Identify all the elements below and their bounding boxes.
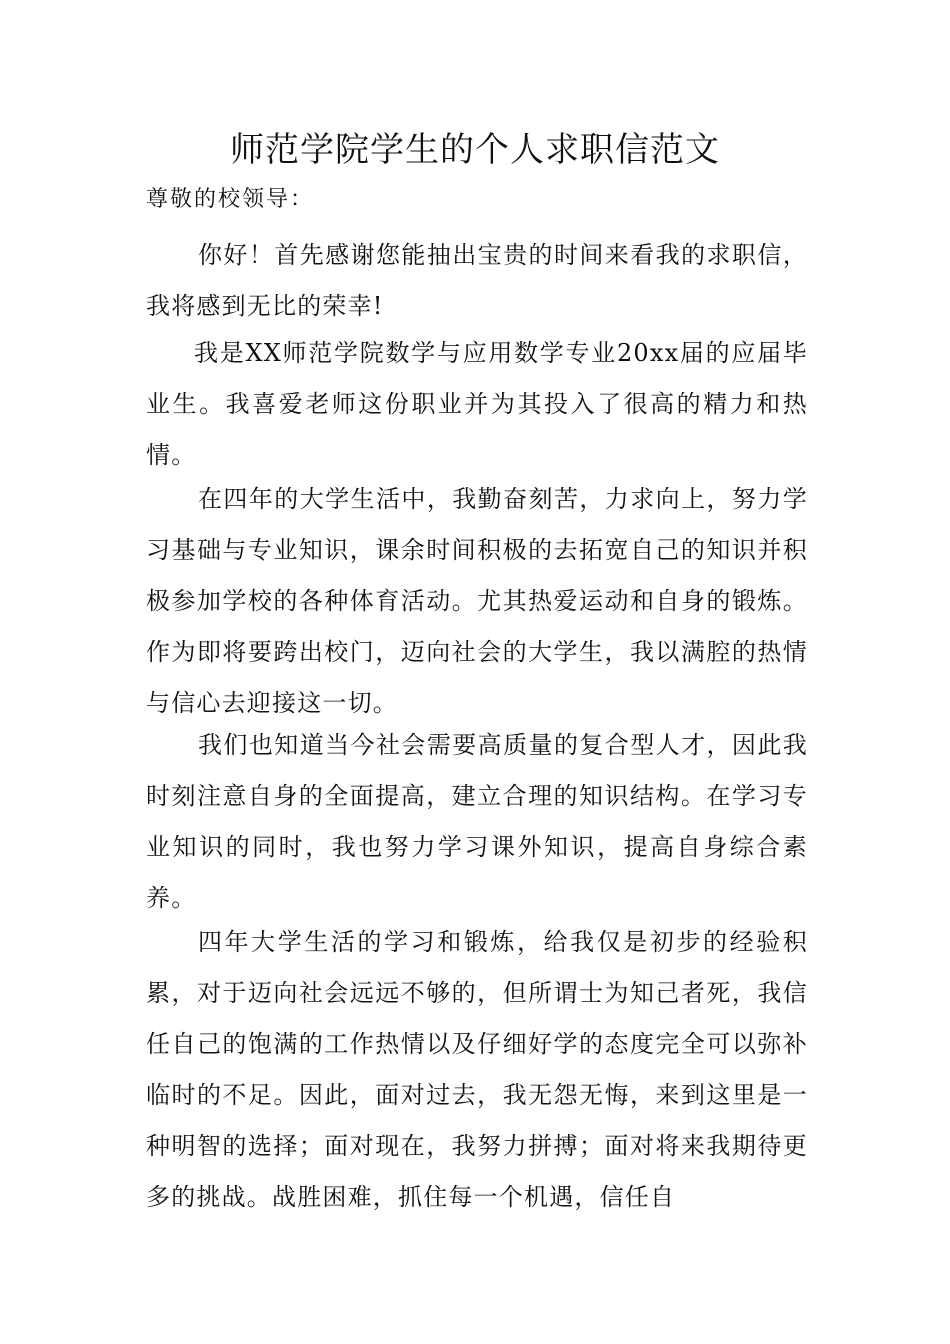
document-title: 师范学院学生的个人求职信范文 (230, 130, 720, 170)
paragraph-outlook: 四年大学生活的学习和锻炼，给我仅是初步的经验积累，对于迈向社会远远不够的，但所谓士为知己者死，我信任自己的饱满的工作热情以及仔细好学的态度完全可以弥补临时的不足。因此，面对过去，我无怨无悔，来到这里是一种明智的选择；面对现在，我努力拼搏；面对将来我期待更多的挑战。战胜困难，抓住每一个机遇，信任自 (146, 928, 808, 1211)
salutation: 尊敬的校领导： (146, 187, 315, 212)
paragraph-university-life: 在四年的大学生活中，我勤奋刻苦，力求向上，努力学习基础与专业知识，课余时间积极的去拓宽自己的知识并积极参加学校的各种体育活动。尤其热爱运动和自身的锻炼。作为即将要跨出校门，迈向社会的大学生，我以满腔的热情与信心去迎接这一切。 (146, 485, 808, 717)
paragraph-greeting: 你好！首先感谢您能抽出宝贵的时间来看我的求职信，我将感到无比的荣幸! (146, 241, 808, 320)
paragraph-self-improvement: 我们也知道当今社会需要高质量的复合型人才，因此我时刻注意自身的全面提高，建立合理的知识结构。在学习专业知识的同时，我也努力学习课外知识，提高自身综合素养。 (146, 731, 808, 912)
paragraph-introduction: 我是XX师范学院数学与应用数学专业20xx届的应届毕业生。我喜爱老师这份职业并为其投入了很高的精力和热情。 (146, 339, 808, 469)
